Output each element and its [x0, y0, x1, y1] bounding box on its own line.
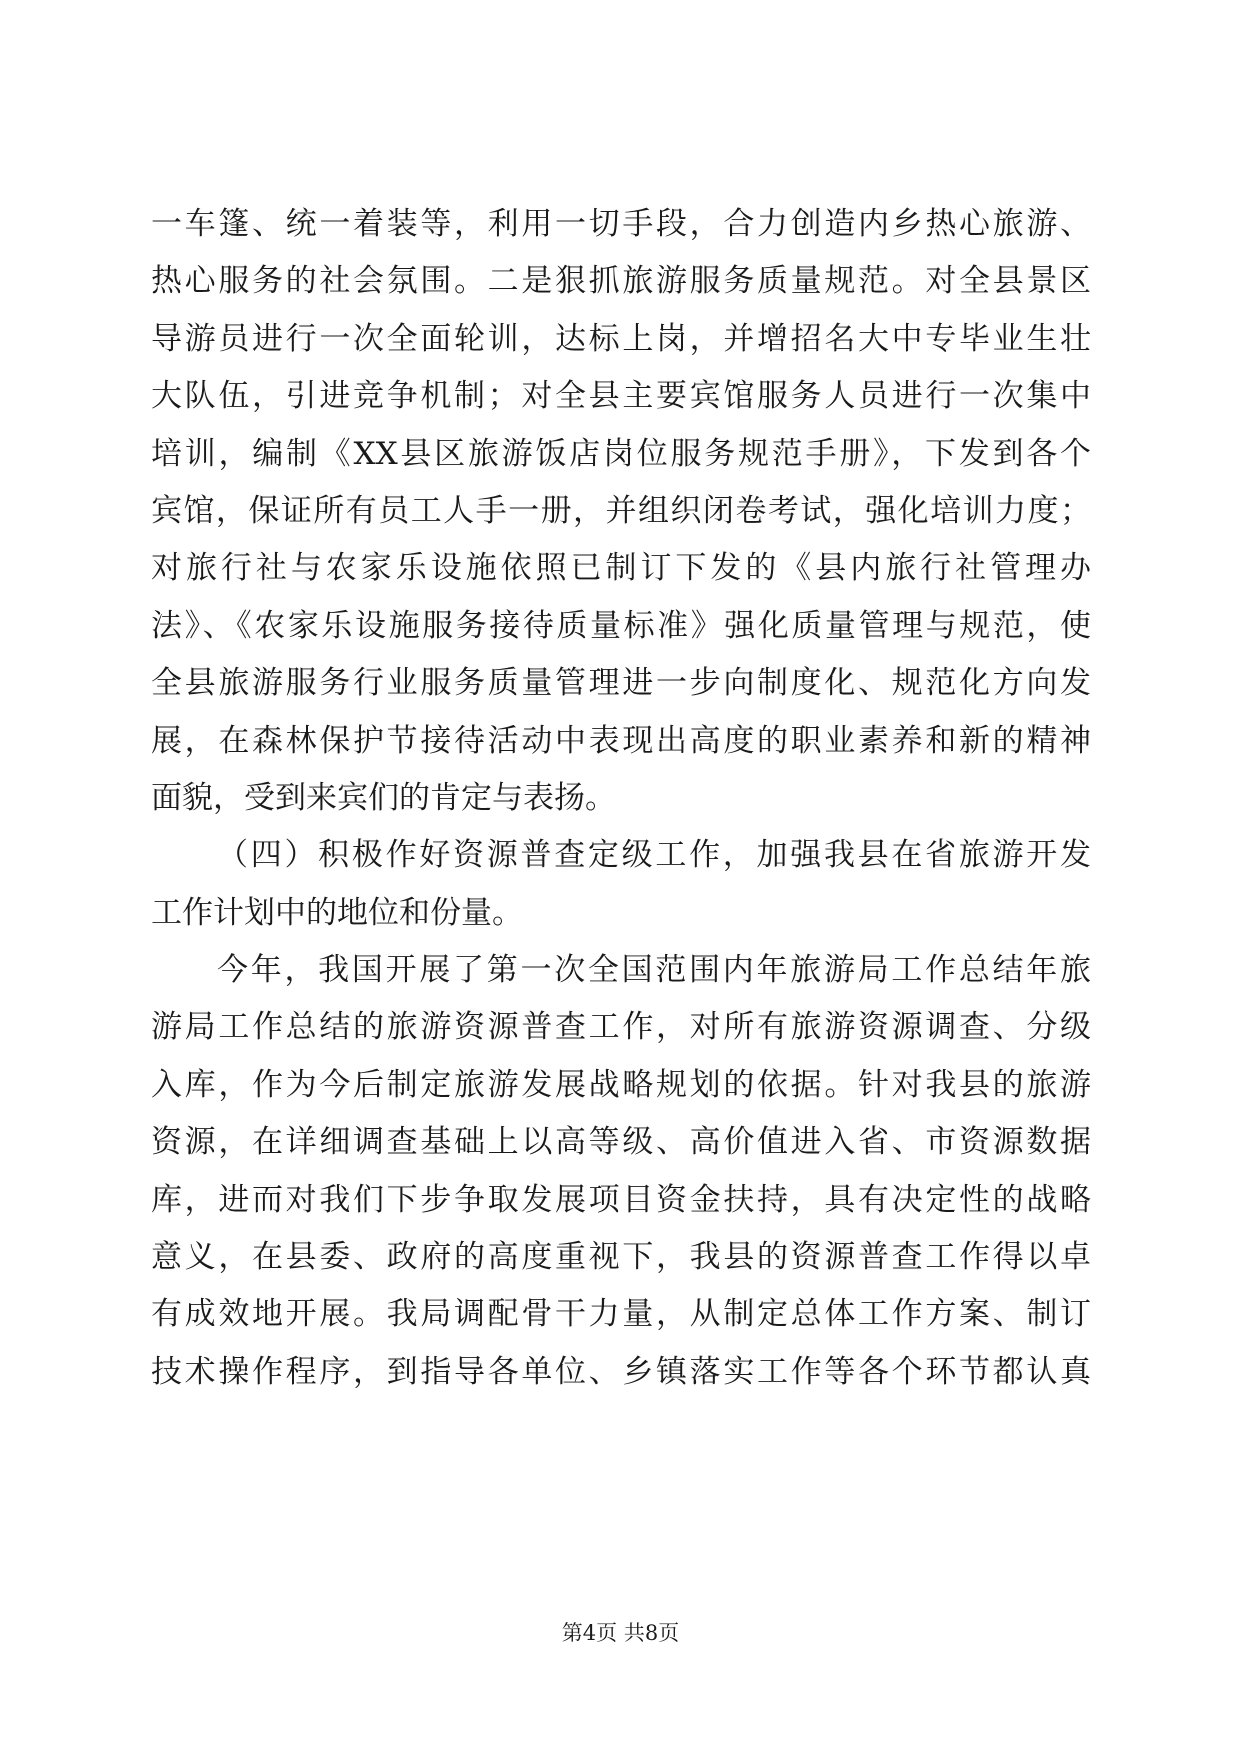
text-line: 热心服务的社会氛围。二是狠抓旅游服务质量规范。对全县景区	[151, 263, 1091, 300]
section-heading-line: 工作计划中的地位和份量。	[151, 894, 523, 931]
text-line: 有成效地开展。我局调配骨干力量，从制定总体工作方案、制订	[151, 1296, 1091, 1333]
text-line: 面貌，受到来宾们的肯定与表扬。	[151, 779, 616, 816]
text-line: 导游员进行一次全面轮训，达标上岗，并增招名大中专毕业生壮	[151, 320, 1091, 357]
text-line: 资源，在详细调查基础上以高等级、高价值进入省、市资源数据	[151, 1124, 1091, 1161]
text-line: 今年，我国开展了第一次全国范围内年旅游局工作总结年旅	[217, 952, 1091, 989]
text-line: 游局工作总结的旅游资源普查工作，对所有旅游资源调查、分级	[151, 1009, 1091, 1046]
text-line: 入库，作为今后制定旅游发展战略规划的依据。针对我县的旅游	[151, 1066, 1091, 1103]
text-line: 一车篷、统一着装等，利用一切手段，合力创造内乡热心旅游、	[151, 206, 1091, 242]
text-line: 对旅行社与农家乐设施依照已制订下发的《县内旅行社管理办	[151, 550, 1091, 587]
section-heading-line: （四）积极作好资源普查定级工作，加强我县在省旅游开发	[217, 837, 1091, 874]
text-line: 大队伍，引进竞争机制；对全县主要宾馆服务人员进行一次集中	[151, 378, 1091, 415]
text-line: 培训，编制《XX县区旅游饭店岗位服务规范手册》，下发到各个	[151, 435, 1091, 472]
text-line: 库，进而对我们下步争取发展项目资金扶持，具有决定性的战略	[151, 1181, 1091, 1218]
text-line: 法》、《农家乐设施服务接待质量标准》强化质量管理与规范，使	[151, 607, 1091, 644]
text-line: 展，在森林保护节接待活动中表现出高度的职业素养和新的精神	[151, 722, 1091, 759]
body-text	[151, 196, 1091, 1401]
text-line: 全县旅游服务行业服务质量管理进一步向制度化、规范化方向发	[151, 665, 1091, 702]
text-line: 技术操作程序，到指导各单位、乡镇落实工作等各个环节都认真	[151, 1353, 1091, 1390]
text-line: 意义，在县委、政府的高度重视下，我县的资源普查工作得以卓	[151, 1239, 1091, 1276]
page-number-footer: 第4页 共8页	[561, 1621, 680, 1645]
text-line: 宾馆，保证所有员工人手一册，并组织闭卷考试，强化培训力度；	[151, 492, 1091, 529]
